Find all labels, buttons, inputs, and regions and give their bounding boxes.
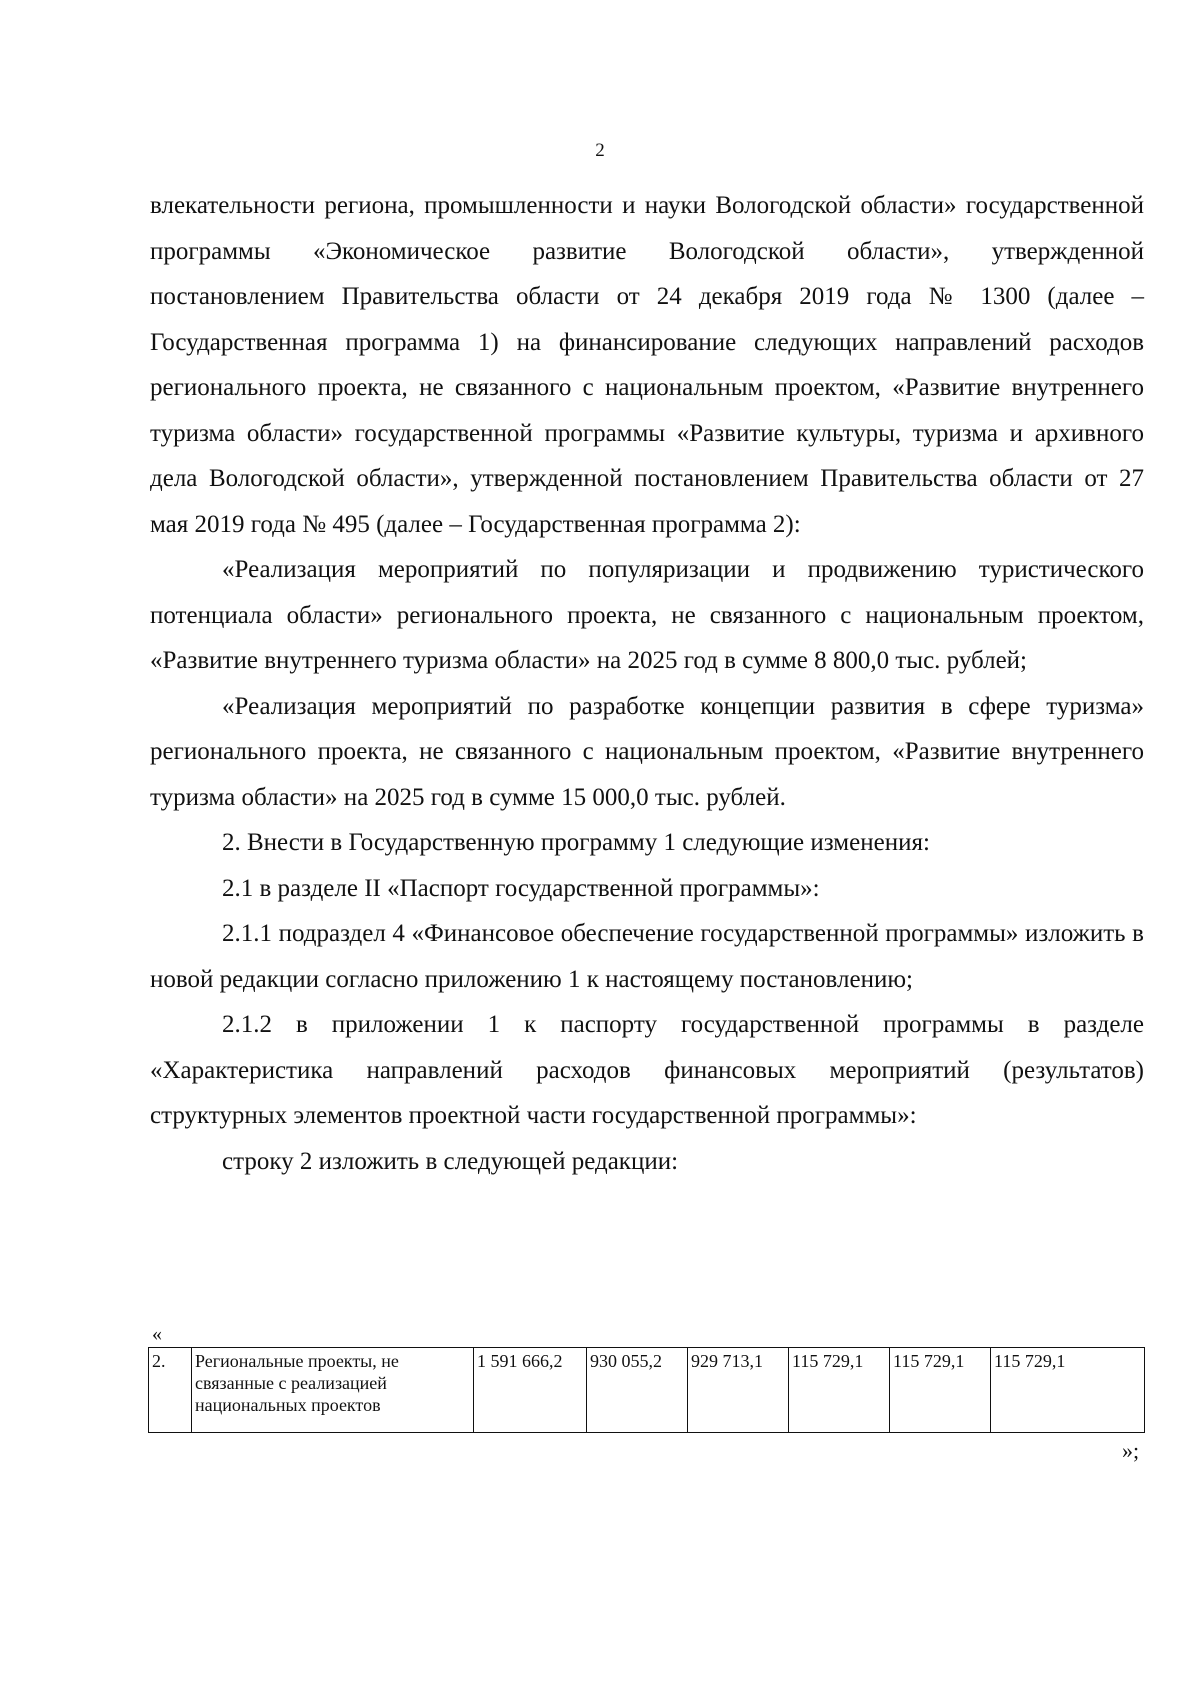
- table-row: [149, 1348, 1145, 1433]
- row-value-cell: 929 713,1: [688, 1348, 789, 1433]
- paragraph-intro: влекательности региона, промышленности и науки Вологодской области» государственной программы «Экономическое развитие Вологодской области», утвержденной постановлением Правительства области от 24 декабря 2019 года № 1300 (далее – Государственная программа 1) на финансирование следующих направлений расходов регионального проекта, не связанного с национальным проектом, «Развитие внутреннего туризма области» государственной программы «Развитие культуры, туризма и архивного дела Вологодской области», утвержденной постановлением Правительства области от 27 мая 2019 года № 495 (далее – Государственная программа 2):: [150, 192, 1144, 538]
- table-row-2: [148, 1347, 1145, 1433]
- document-body: [150, 183, 1144, 1184]
- paragraph-line-2: строку 2 изложить в следующей редакции:: [222, 1147, 679, 1175]
- row-number-cell: 2.: [149, 1348, 192, 1433]
- row-value-cell: 115 729,1: [789, 1348, 890, 1433]
- paragraph-item-2-1: 2.1 в разделе II «Паспорт государственной программы»:: [222, 874, 820, 902]
- quote-close-mark: »;: [1122, 1438, 1140, 1463]
- row-value-cell: 115 729,1: [991, 1348, 1145, 1433]
- paragraph-item-2-1-1: 2.1.1 подраздел 4 «Финансовое обеспечение государственной программы» изложить в новой редакции согласно приложению 1 к настоящему постановлению;: [150, 920, 1144, 993]
- page-number: 2: [595, 140, 605, 161]
- row-value-cell: 1 591 666,2: [474, 1348, 587, 1433]
- row-value-cell: 115 729,1: [890, 1348, 991, 1433]
- paragraph-popularization: «Реализация мероприятий по популяризации и продвижению туристического потенциала области» регионального проекта, не связанного с национальным проектом, «Развитие внутреннего туризма области» на 2025 год в сумме 8 800,0 тыс. рублей;: [150, 556, 1144, 674]
- paragraph-item-2: 2. Внести в Государственную программу 1 следующие изменения:: [222, 829, 930, 856]
- row-name-cell: Региональные проекты, не связанные с реализацией национальных проектов: [192, 1348, 474, 1433]
- row-value-cell: 930 055,2: [587, 1348, 688, 1433]
- quote-open-mark: «: [152, 1323, 162, 1345]
- paragraph-concept: «Реализация мероприятий по разработке концепции развития в сфере туризма» регионального проекта, не связанного с национальным проектом, «Развитие внутреннего туризма области» на 2025 год в сумме 15 000,0 тыс. рублей.: [150, 692, 1144, 811]
- paragraph-item-2-1-2: 2.1.2 в приложении 1 к паспорту государственной программы в разделе «Характеристика направлений расходов финансовых мероприятий (результатов) структурных элементов проектной части государственной программы»:: [150, 1011, 1144, 1129]
